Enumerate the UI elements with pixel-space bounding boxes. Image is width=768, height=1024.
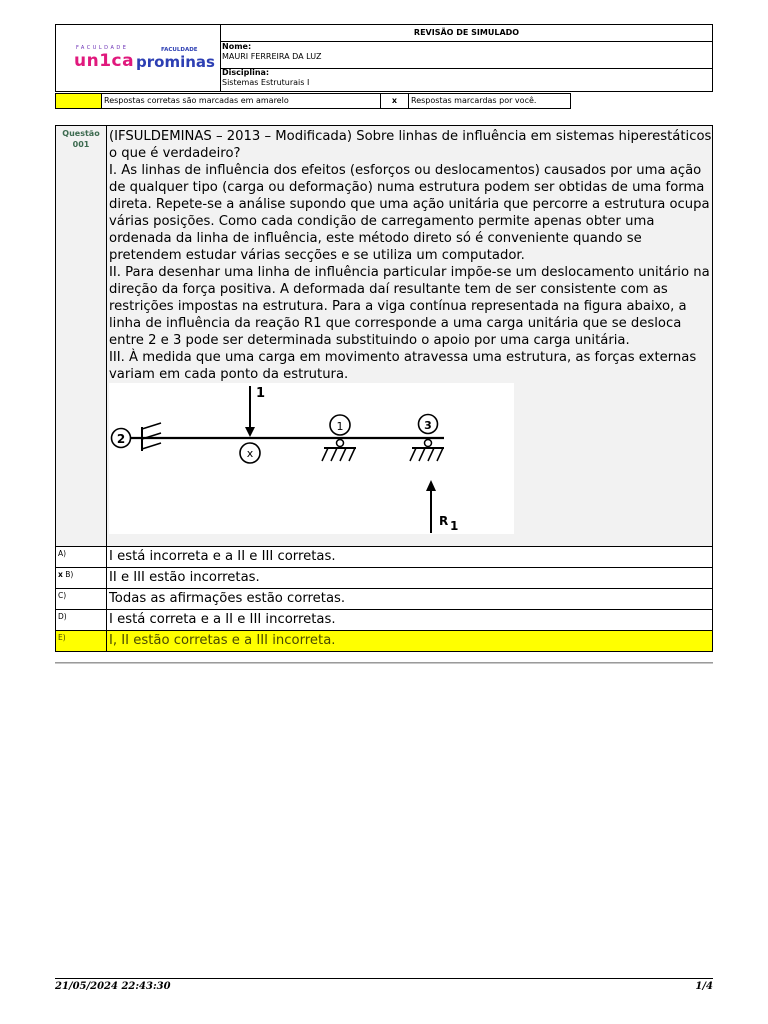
footer-page-number: 1/4 — [695, 981, 713, 992]
user-mark: x — [58, 570, 63, 579]
answer-letter: C) — [56, 589, 107, 609]
question-block — [55, 125, 713, 547]
logo-prominas-text: prominas — [136, 53, 215, 71]
institution-logo — [55, 24, 221, 92]
answer-option-b[interactable] — [55, 568, 713, 589]
discipline-field — [221, 67, 713, 93]
beam-diagram-svg — [109, 383, 514, 534]
reaction-label: R — [439, 514, 449, 528]
logo-faculdade-right: FACULDADE — [161, 47, 198, 53]
statement-ii: II. Para desenhar uma linha de influência particular impõe-se um deslocamento unitário na direção da força positiva. A deformada daí resultante tem de ser consistente com as restrições impostas na estrutura. Para a viga contínua representada na figura abaixo, a linha de influência da reação R1 que corresponde a uma carga unitária que se desloca entre 2 e 3 pode ser determinada substituindo o apoio por uma carga unitária. — [109, 265, 710, 348]
question-number: 001 — [72, 140, 90, 149]
support-1-roller — [337, 440, 344, 447]
answer-text: II e III estão incorretas. — [109, 570, 260, 585]
answer-letter: A) — [56, 547, 107, 567]
footer-datetime: 21/05/2024 22:43:30 — [55, 981, 171, 992]
load-label: 1 — [256, 386, 266, 401]
disciplina-label: Disciplina: — [222, 68, 270, 77]
reaction-subscript: 1 — [450, 519, 459, 533]
question-stem: (IFSULDEMINAS – 2013 – Modificada) Sobre linhas de influência em sistemas hiperestáticos o que é verdadeiro? — [109, 129, 712, 161]
question-text — [109, 128, 713, 383]
footer-rule — [55, 978, 713, 979]
beam-figure — [109, 383, 514, 534]
answer-letter: E) — [56, 631, 107, 651]
answer-option-a[interactable] — [55, 547, 713, 568]
fixed-support-hatch — [142, 423, 161, 429]
answer-text: I, II estão corretas e a III incorreta. — [109, 633, 336, 648]
statement-i: I. As linhas de influência dos efeitos (esforços ou deslocamentos) causados por uma ação de qualquer tipo (carga ou deformação) numa estrutura podem ser obtidas de uma forma direta. Repete-se a análise supondo que uma ação unitária que percorre a estrutura ocupa várias posições. Como cada condição de carregamento permite apenas obter uma ordenada da linha de influência, este método direto só é conveniente quando se pretendem estudar várias secções e se utiliza um computador. — [109, 163, 710, 263]
answer-letter: x B) — [56, 568, 107, 588]
section-divider — [55, 662, 713, 664]
legend-yellow-swatch — [55, 93, 102, 109]
node-2-label: 2 — [116, 432, 126, 446]
page-title: REVISÃO DE SIMULADO — [221, 25, 712, 42]
answer-text: Todas as afirmações estão corretas. — [109, 591, 346, 606]
node-3-label: 3 — [424, 419, 432, 432]
disciplina-value: Sistemas Estruturais I — [222, 78, 310, 87]
legend-yours-text: Respostas marcardas por você. — [409, 93, 571, 109]
statement-iii: III. À medida que uma carga em movimento atravessa uma estrutura, as forças externas variam em cada ponto da estrutura. — [109, 350, 697, 382]
question-number-cell — [56, 126, 107, 546]
answer-option-d[interactable] — [55, 610, 713, 631]
answer-letter: D) — [56, 610, 107, 630]
answer-option-c[interactable] — [55, 589, 713, 610]
node-1-label: 1 — [336, 420, 344, 433]
logo-unica-text: un1ca — [74, 51, 135, 71]
question-label: Questão — [62, 129, 100, 138]
answer-text: I está incorreta e a II e III corretas. — [109, 549, 336, 564]
answer-option-e-correct[interactable] — [55, 631, 713, 652]
support-3-roller — [425, 440, 432, 447]
student-name-field — [221, 41, 713, 69]
answer-text: I está correta e a II e III incorretas. — [109, 612, 336, 627]
nome-value: MAURI FERREIRA DA LUZ — [222, 52, 322, 61]
nome-label: Nome: — [222, 42, 252, 51]
legend-mark: x — [381, 93, 409, 109]
node-x-label: x — [246, 447, 254, 460]
logo-faculdade-small: FACULDADE — [76, 45, 129, 51]
header-info — [220, 24, 713, 92]
legend-correct-text: Respostas corretas são marcadas em amarelo — [102, 93, 381, 109]
